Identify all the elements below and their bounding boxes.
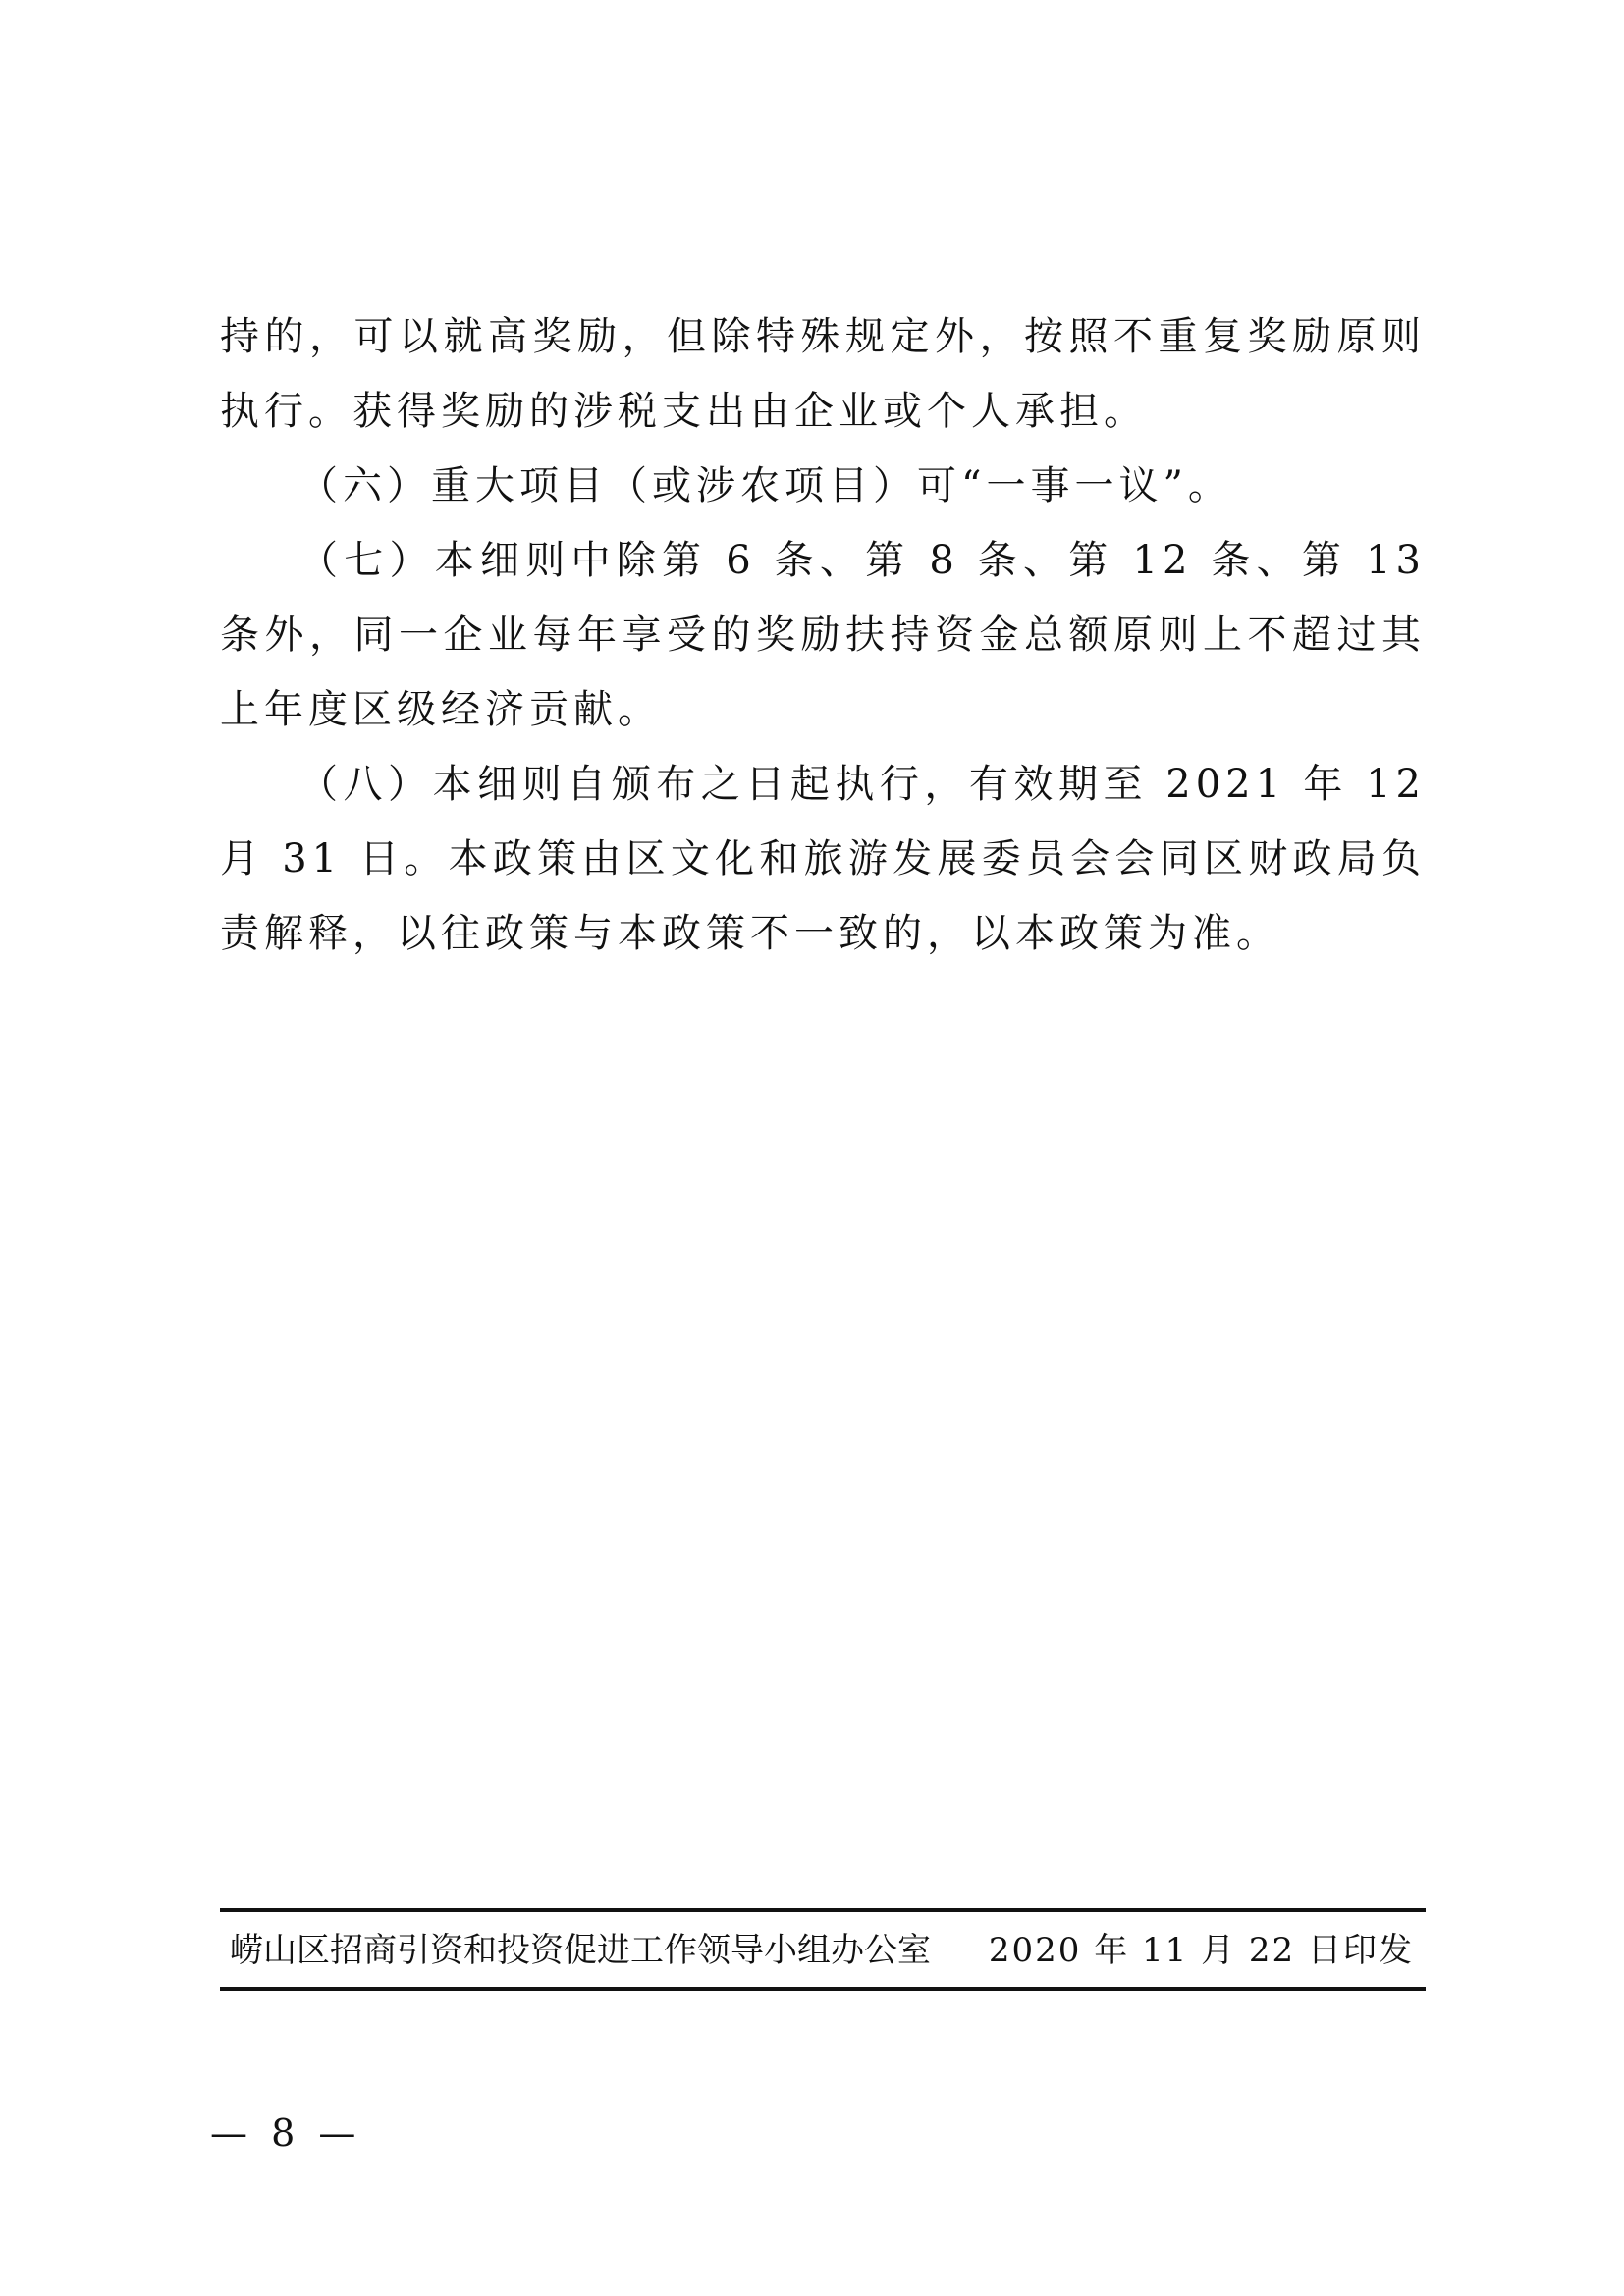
issuer-name: 崂山区招商引资和投资促进工作领导小组办公室 — [230, 1931, 931, 1970]
paragraph-3: （七）本细则中除第 6 条、第 8 条、第 12 条、第 13 条外，同一企业每年享受的奖励扶持资金总额原则上不超过其上年度区级经济贡献。 — [220, 538, 1426, 732]
issuance-footer — [220, 1918, 1426, 1983]
document-body — [220, 299, 1426, 971]
page-number: — 8 — — [210, 2111, 362, 2155]
footer-bottom-rule — [220, 1987, 1426, 1991]
footer-top-rule — [220, 1908, 1426, 1912]
issue-date: 2020 年 11 月 22 日印发 — [988, 1931, 1414, 1970]
paragraph-4: （八）本细则自颁布之日起执行，有效期至 2021 年 12 月 31 日。本政策由区文化和旅游发展委员会会同区财政局负责解释，以往政策与本政策不一致的，以本政策为准。 — [220, 762, 1426, 956]
paragraph-1: 持的，可以就高奖励，但除特殊规定外，按照不重复奖励原则执行。获得奖励的涉税支出由企业或个人承担。 — [220, 314, 1426, 434]
paragraph-2: （六）重大项目（或涉农项目）可“一事一议”。 — [298, 463, 1232, 508]
